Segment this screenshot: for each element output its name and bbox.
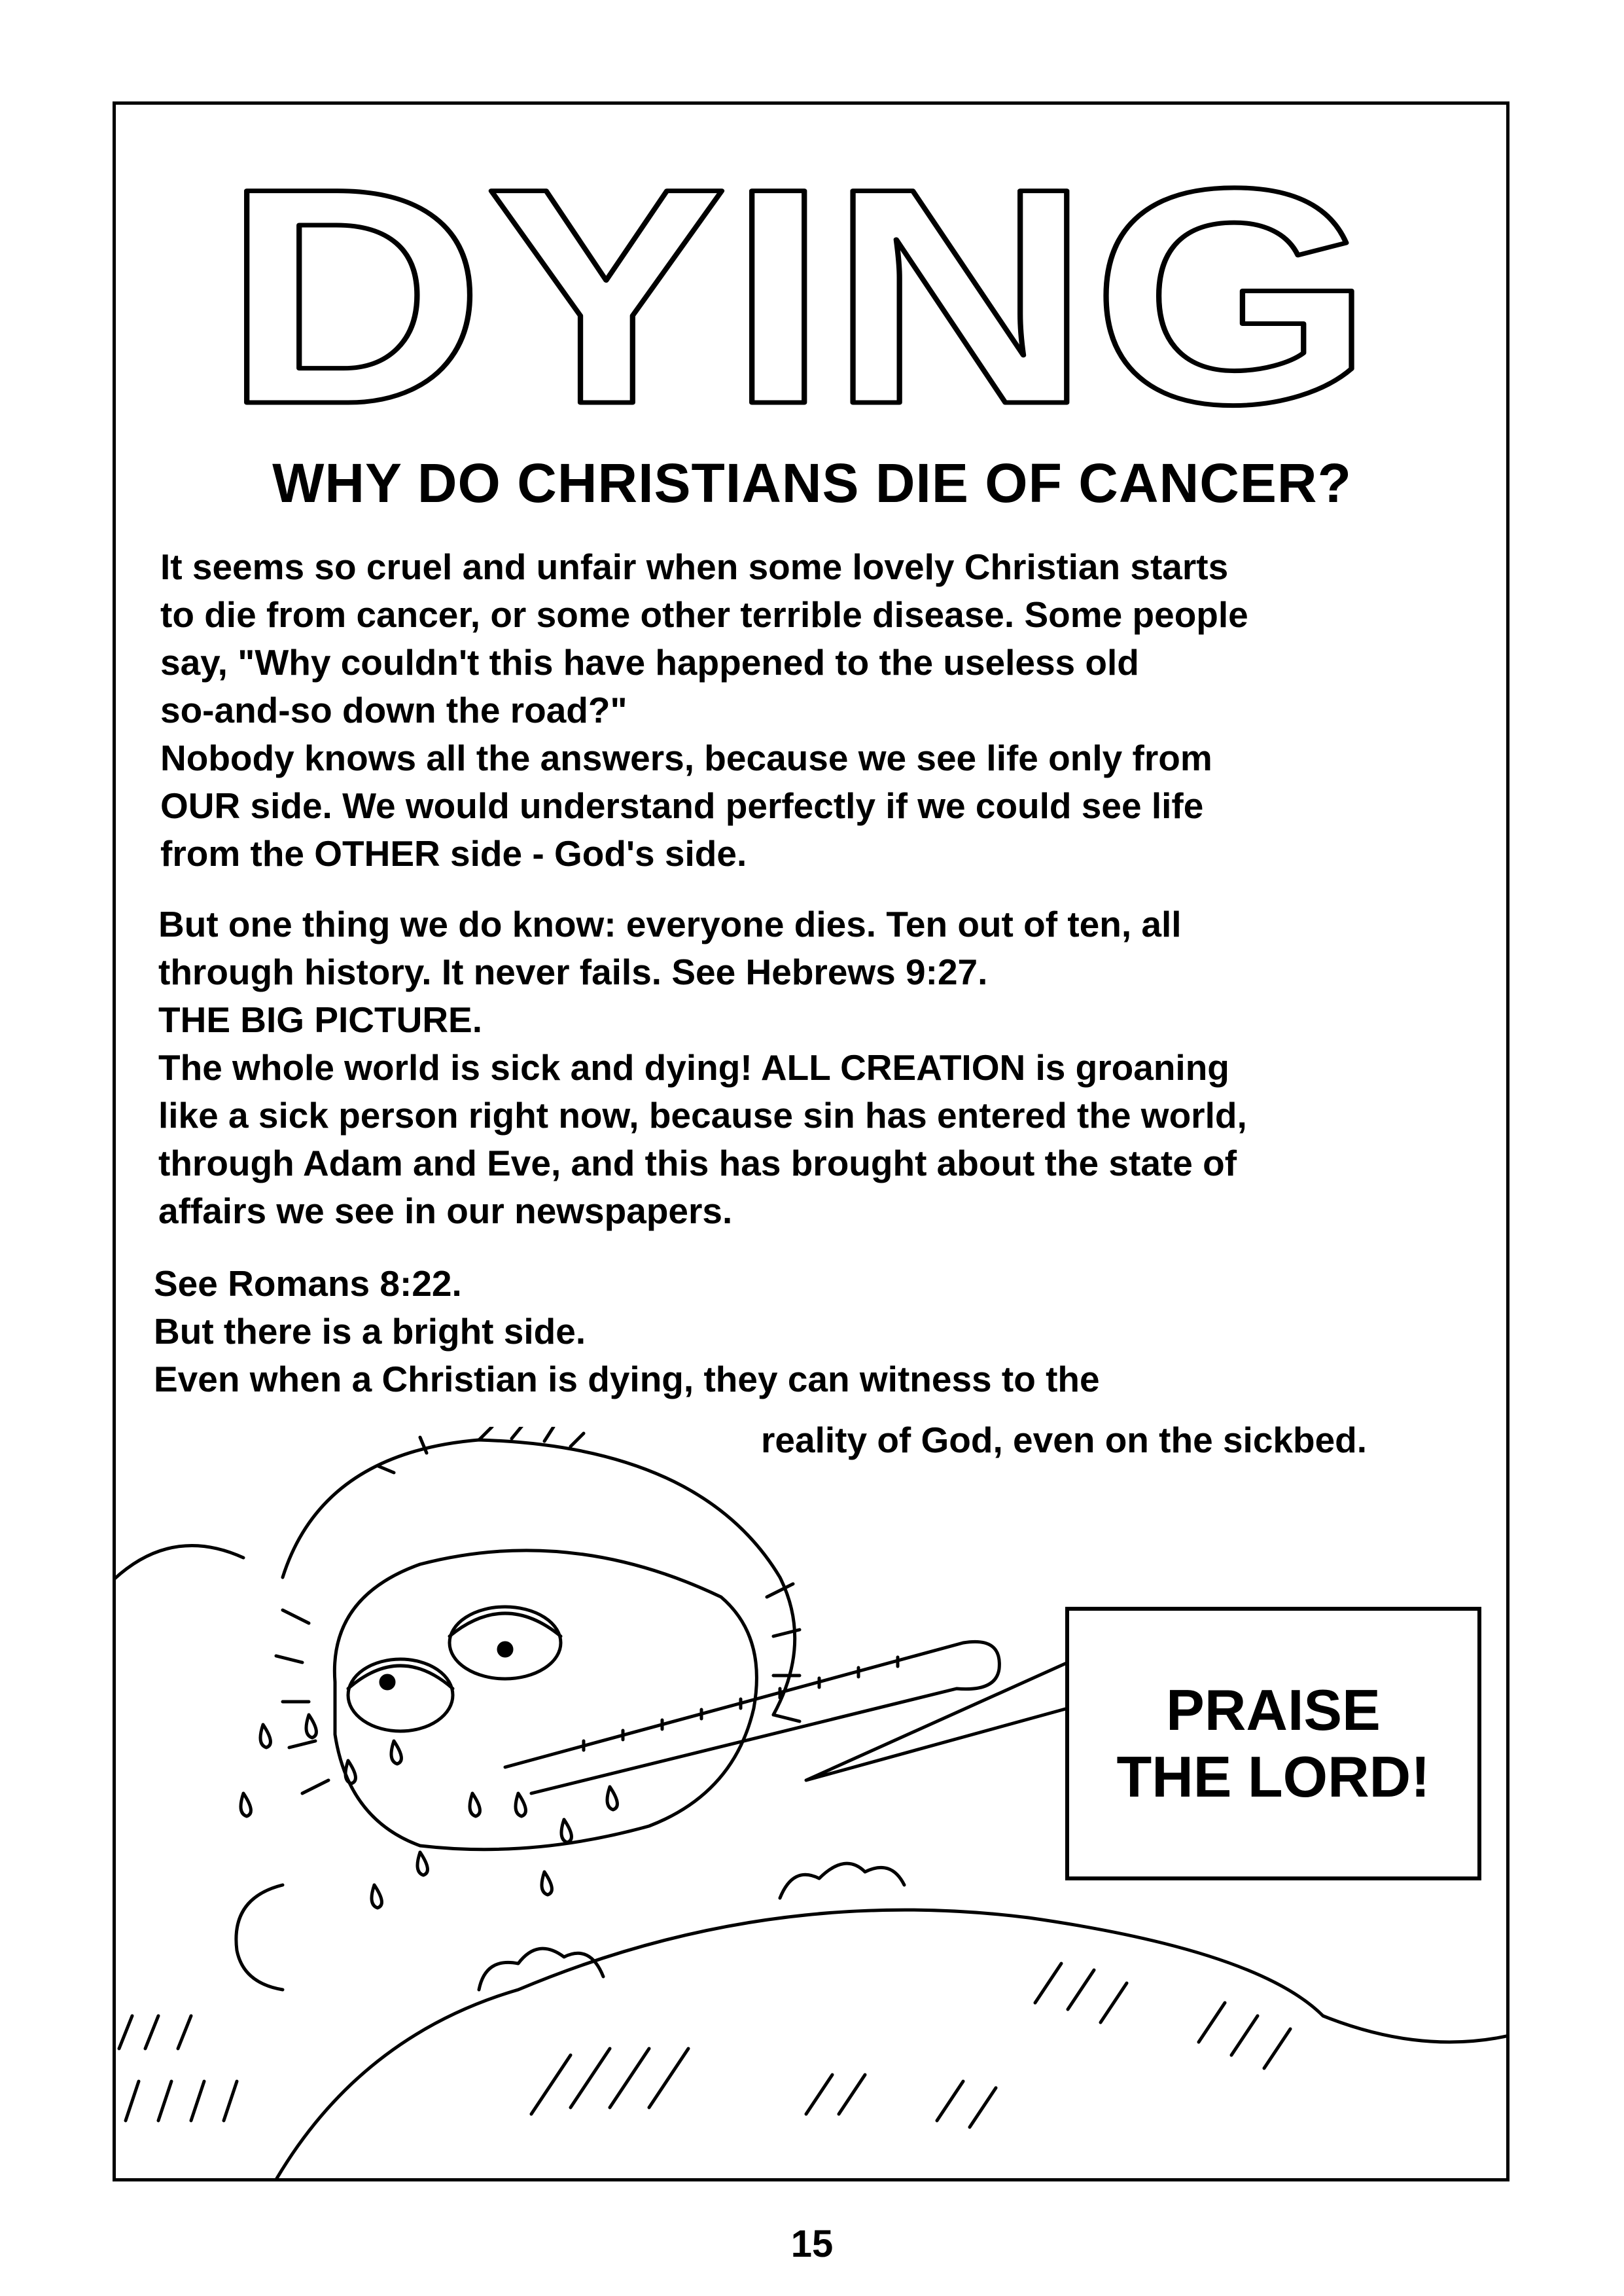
text-line: It seems so cruel and unfair when some lovely Christian starts (160, 547, 1229, 587)
text-line: affairs we see in our newspapers. (158, 1191, 733, 1231)
text-line: But there is a bright side. (154, 1311, 586, 1352)
paragraph-big-picture (158, 901, 1247, 1235)
headline-lettering (216, 141, 1381, 448)
ear (236, 1885, 283, 1990)
text-line: say, "Why couldn't this have happened to the useless old (160, 642, 1139, 683)
speech-bubble-line: PRAISE (1166, 1677, 1381, 1742)
text-line: through Adam and Eve, and this has brought about the state of (158, 1143, 1237, 1183)
page-subtitle: WHY DO CHRISTIANS DIE OF CANCER? (272, 452, 1352, 514)
text-line: from the OTHER side - God's side. (160, 833, 747, 874)
text-line: reality of God, even on the sickbed. (761, 1420, 1368, 1460)
paragraph-bright-side (154, 1260, 1100, 1403)
face (334, 1551, 756, 1850)
left-eye (348, 1659, 453, 1731)
text-line: But one thing we do know: everyone dies. Ten out of ten, all (158, 904, 1182, 944)
hand-left (479, 1948, 603, 1990)
text-line: through history. It never fails. See Hebrews 9:27. (158, 952, 988, 992)
text-line: to die from cancer, or some other terrible disease. Some people (160, 594, 1248, 635)
speech-bubble-line: THE LORD! (1116, 1744, 1430, 1809)
headline-text: DYING (222, 141, 1374, 448)
text-line: OUR side. We would understand perfectly if we could see life (160, 785, 1204, 826)
text-line: like a sick person right now, because sin has entered the world, (158, 1095, 1247, 1136)
text-line: Nobody knows all the answers, because we see life only from (160, 738, 1212, 778)
pillow (113, 1545, 243, 1581)
hand-right (780, 1863, 904, 1898)
speech-bubble (1065, 1607, 1481, 1880)
text-line: THE BIG PICTURE. (158, 999, 483, 1040)
text-line: See Romans 8:22. (154, 1263, 462, 1304)
text-line: so-and-so down the road?" (160, 690, 627, 730)
text-line: Even when a Christian is dying, they can witness to the (154, 1359, 1100, 1399)
text-line: The whole world is sick and dying! ALL CREATION is groaning (158, 1047, 1229, 1088)
paragraph-intro (160, 543, 1248, 878)
blanket (276, 1910, 1509, 2179)
page-number: 15 (790, 2223, 834, 2265)
speech-pointer (806, 1662, 1068, 1780)
